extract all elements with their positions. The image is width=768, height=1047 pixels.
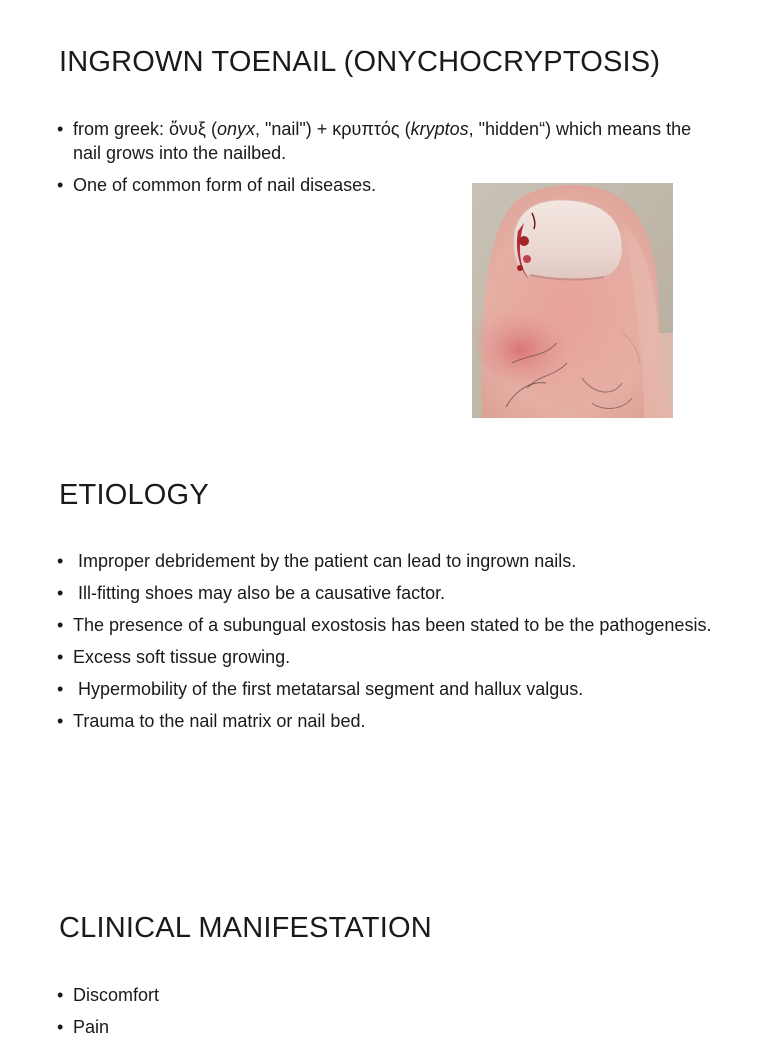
bullet-item — [57, 709, 717, 733]
text-fragment: One of common form of nail diseases. — [73, 175, 377, 195]
bullet-item — [57, 677, 717, 701]
bullet-icon: • — [57, 985, 64, 1005]
section-title-ingrown-toenail: INGROWN TOENAIL (ONYCHOCRYPTOSIS) — [59, 46, 661, 78]
section-title-clinical-manifestation: CLINICAL MANIFESTATION — [59, 912, 432, 944]
bullet-item — [57, 983, 697, 1007]
bullet-icon: • — [57, 119, 64, 139]
bullet-icon: • — [57, 1017, 64, 1037]
bullet-icon: • — [57, 583, 64, 603]
bullet-icon: • — [57, 711, 64, 731]
bullet-item — [57, 645, 717, 669]
italic-term: onyx — [216, 119, 255, 139]
bullet-item — [57, 117, 697, 165]
bullet-icon: • — [57, 615, 64, 635]
bullet-item — [57, 549, 717, 573]
bullet-text: Excess soft tissue growing. — [73, 647, 291, 667]
bullet-item — [57, 581, 717, 605]
bullet-item — [57, 1015, 697, 1039]
bullet-text: Pain — [73, 1017, 110, 1037]
section-title-etiology: ETIOLOGY — [59, 479, 209, 511]
bullet-icon: • — [57, 175, 64, 195]
bullet-text: The presence of a subungual exostosis has been stated to be the pathogenesis. — [73, 615, 712, 635]
clinical-bullet-list — [57, 983, 697, 1047]
text-fragment: , "hidden“) which means the nail grows into the nailbed. — [73, 119, 692, 163]
etiology-bullet-list — [57, 549, 717, 741]
bullet-icon: • — [57, 551, 64, 571]
italic-term: kryptos — [410, 119, 469, 139]
bullet-icon: • — [57, 647, 64, 667]
bullet-text: Ill-fitting shoes may also be a causative factor. — [78, 583, 446, 603]
bullet-text — [73, 117, 697, 165]
bullet-text: Improper debridement by the patient can lead to ingrown nails. — [78, 551, 577, 571]
ingrown-toenail-photo — [472, 183, 673, 418]
text-fragment: , "nail") + κρυπτός ( — [254, 119, 411, 139]
bullet-item — [57, 613, 717, 637]
text-fragment: from greek: ὄνυξ ( — [73, 119, 217, 139]
bullet-text: Discomfort — [73, 985, 160, 1005]
bullet-text: Trauma to the nail matrix or nail bed. — [73, 711, 366, 731]
bullet-text: Hypermobility of the first metatarsal segment and hallux valgus. — [78, 679, 584, 699]
bullet-icon: • — [57, 679, 64, 699]
